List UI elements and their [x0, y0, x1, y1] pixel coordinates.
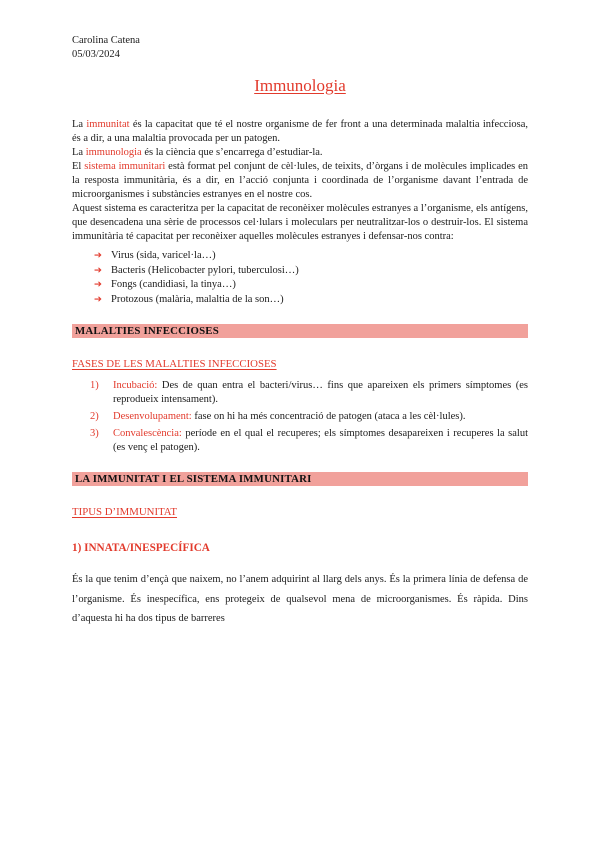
phase-number: 2) — [90, 411, 99, 422]
text-segment: Aquest sistema es caracteritza per la capacitat de reconèixer molècules estranyes a l’organisme, els antígens, que desencadena una sèrie de processos cel·lulars i moleculars per neutralitzar-los o destruir-los. El sistema immunitària té capacitat per reconèixer aquelles molècules estranyes i defensar-nos contra: — [72, 203, 528, 242]
author-name: Carolina Catena — [72, 35, 140, 46]
subheading-fases-malalties: FASES DE LES MALALTIES INFECCIOSES — [72, 358, 277, 370]
phase-item-desenvolupament — [72, 410, 528, 424]
section-heading-immunitat-sistema: LA IMMUNITAT I EL SISTEMA IMMUNITARI — [72, 472, 528, 486]
text-segment: El — [72, 161, 85, 172]
phase-number: 1) — [90, 380, 99, 391]
text-segment: immunologia — [85, 147, 142, 158]
pathogen-item-text: Virus (sida, varicel·la…) — [111, 250, 216, 261]
document-header — [72, 34, 528, 62]
section-heading-malalties-infeccioses: MALALTIES INFECCIOSES — [72, 324, 528, 338]
heading-innata-inespecifica: 1) INNATA/INESPECÍFICA — [72, 542, 210, 554]
phase-label: Incubació: — [113, 380, 158, 391]
subheading-tipus-immunitat: TIPUS D’IMMUNITAT — [72, 506, 178, 518]
intro-paragraph-1 — [72, 118, 528, 146]
pathogen-list — [72, 249, 528, 307]
pathogen-item-text: Bacteris (Helicobacter pylori, tuberculosi…) — [111, 264, 299, 276]
pathogen-item-text: Fongs (candidiasi, la tinya…) — [111, 279, 236, 290]
phase-label: Convalescència: — [113, 428, 182, 439]
text-segment: La — [72, 147, 86, 158]
phase-text: fase on hi ha més concentració de patogen (ataca a les cèl·lules). — [191, 411, 466, 422]
arrow-bullet-icon: ➔ — [94, 264, 102, 276]
text-segment: és la capacitat que té el nostre organisme de fer front a una determinada malaltia infecciosa, és a dir, a una malaltia provocada per un patogen. — [72, 119, 529, 144]
phase-item-convalescencia — [72, 427, 528, 455]
intro-paragraph-3 — [72, 160, 528, 202]
intro-paragraph-4 — [72, 202, 528, 244]
phase-number: 3) — [90, 428, 99, 439]
text-segment: immunitat — [86, 119, 130, 130]
innata-description: És la que tenim d’ençà que naixem, no l’anem adquirint al llarg dels anys. És la primera línia de defensa de l’organisme. És inespecífica, ens protegeix de qualsevol mena de microorganismes. És ràpida. Dins d’aquesta hi ha dos tipus de barreres — [72, 574, 528, 624]
phase-item-incubacio — [72, 379, 528, 407]
text-segment: és la ciència que s’encarrega d’estudiar-la. — [141, 147, 323, 158]
pathogen-item-bacteris — [72, 264, 528, 279]
arrow-bullet-icon: ➔ — [94, 250, 102, 261]
phase-text: Des de quan entra el bacteri/virus… fins que apareixen els primers símptomes (es reprodueix intensament). — [113, 380, 528, 405]
phase-label: Desenvolupament: — [113, 411, 192, 422]
arrow-bullet-icon: ➔ — [94, 293, 102, 305]
document-date: 05/03/2024 — [72, 49, 120, 60]
pathogen-item-fongs — [72, 278, 528, 293]
intro-paragraph-2 — [72, 146, 528, 160]
pathogen-item-text: Protozous (malària, malaltia de la son…) — [111, 293, 284, 305]
pathogen-item-protozous — [72, 293, 528, 308]
arrow-bullet-icon: ➔ — [94, 279, 102, 290]
phase-text: període en el qual el recuperes; els símptomes desapareixen i recuperes la salut (es venç el patogen). — [113, 428, 528, 453]
document-title: Immunologia — [254, 76, 346, 95]
phases-list — [72, 379, 528, 455]
pathogen-item-virus — [72, 249, 528, 264]
text-segment: està format pel conjunt de cèl·lules, de teixits, d’òrgans i de molècules implicades en la resposta immunitària, és a dir, en l’acció conjunta i coordinada de l’organisme davant l’entrada de microorganismes i substàncies estranyes en el nostre cos. — [72, 161, 529, 200]
text-segment: La — [72, 119, 87, 130]
text-segment: sistema immunitari — [84, 161, 166, 172]
